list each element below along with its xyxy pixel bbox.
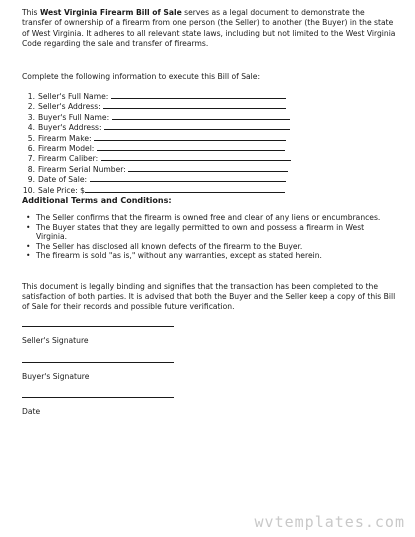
field-number: 5. [27, 133, 35, 143]
field-label: Sale Price: $ [38, 185, 85, 195]
intro-text: serves as a legal document to demonstrate the transfer of ownership of a firearm from one person (the Seller) to another (the Buyer) in the state of West Virginia. It adheres to all relevant state laws, including but not limited to the West Virginia Code regarding the sale and transfer of firearms. [22, 8, 396, 49]
instructions-text: Complete the following information to execute this Bill of Sale: [22, 72, 261, 81]
document-title: West Virginia Firearm Bill of Sale [39, 8, 182, 17]
field-blank-line[interactable] [112, 112, 290, 120]
field-blank-line[interactable] [97, 143, 285, 151]
field-number: 3. [27, 112, 35, 122]
buyer-signature-line[interactable] [22, 362, 174, 363]
field-blank-line[interactable] [101, 153, 291, 161]
field-row[interactable] [22, 174, 291, 184]
field-row[interactable] [22, 143, 291, 153]
seller-signature-line[interactable] [22, 326, 174, 327]
field-number: 6. [27, 143, 35, 153]
list-item: • The Seller has disclosed all known defects of the firearm to the Buyer. [22, 242, 397, 252]
field-label: Firearm Caliber: [38, 154, 99, 164]
field-blank-line[interactable] [111, 91, 286, 99]
buyer-signature-label: Buyer's Signature [22, 372, 90, 381]
watermark-text: wvtemplates.com [254, 513, 405, 531]
field-row[interactable] [22, 91, 291, 101]
date-signature-line[interactable] [22, 397, 174, 398]
field-row[interactable] [22, 185, 291, 195]
field-number: 4. [27, 123, 35, 133]
field-number: 9. [27, 175, 35, 185]
field-label: Seller's Full Name: [38, 92, 109, 101]
field-blank-line[interactable] [94, 133, 286, 141]
field-blank-line[interactable] [128, 164, 288, 172]
field-blank-line[interactable] [90, 174, 286, 182]
field-row[interactable] [22, 112, 291, 122]
field-number: 2. [27, 102, 35, 112]
field-blank-line[interactable] [103, 101, 286, 109]
field-row[interactable] [22, 101, 291, 111]
field-blank-line[interactable] [104, 122, 290, 130]
terms-heading: Additional Terms and Conditions: [22, 196, 172, 205]
terms-list [22, 213, 397, 261]
intro-prefix: This [22, 8, 40, 17]
field-label: Firearm Serial Number: [38, 164, 126, 174]
intro-paragraph [22, 8, 397, 50]
field-blank-line[interactable] [85, 185, 285, 193]
field-label: Firearm Make: [38, 133, 92, 143]
field-label: Buyer's Address: [38, 123, 102, 133]
field-row[interactable] [22, 164, 291, 174]
field-number: 8. [27, 164, 35, 174]
list-item: • The Buyer states that they are legally permitted to own and possess a firearm in West Virginia. [22, 223, 397, 242]
field-label: Date of Sale: [38, 175, 88, 185]
field-label: Seller's Address: [38, 102, 101, 112]
field-number: 1. [27, 92, 35, 101]
field-row[interactable] [22, 153, 291, 163]
seller-signature-label: Seller's Signature [22, 336, 89, 345]
field-row[interactable] [22, 122, 291, 132]
field-label: Buyer's Full Name: [38, 112, 110, 122]
closing-paragraph: This document is legally binding and signifies that the transaction has been completed to the satisfaction of both parties. It is advised that both the Buyer and the Seller keep a copy of this Bill of Sale for their records and possible future verification. [22, 282, 396, 312]
list-item: • The Seller confirms that the firearm is owned free and clear of any liens or encumbrances. [22, 213, 397, 223]
list-item: • The firearm is sold "as is," without any warranties, except as stated herein. [22, 251, 397, 261]
fields-list [22, 91, 291, 195]
date-label: Date [22, 407, 41, 416]
field-number: 10. [22, 185, 35, 195]
field-number: 7. [27, 154, 35, 164]
field-label: Firearm Model: [38, 143, 95, 153]
field-row[interactable] [22, 133, 291, 143]
